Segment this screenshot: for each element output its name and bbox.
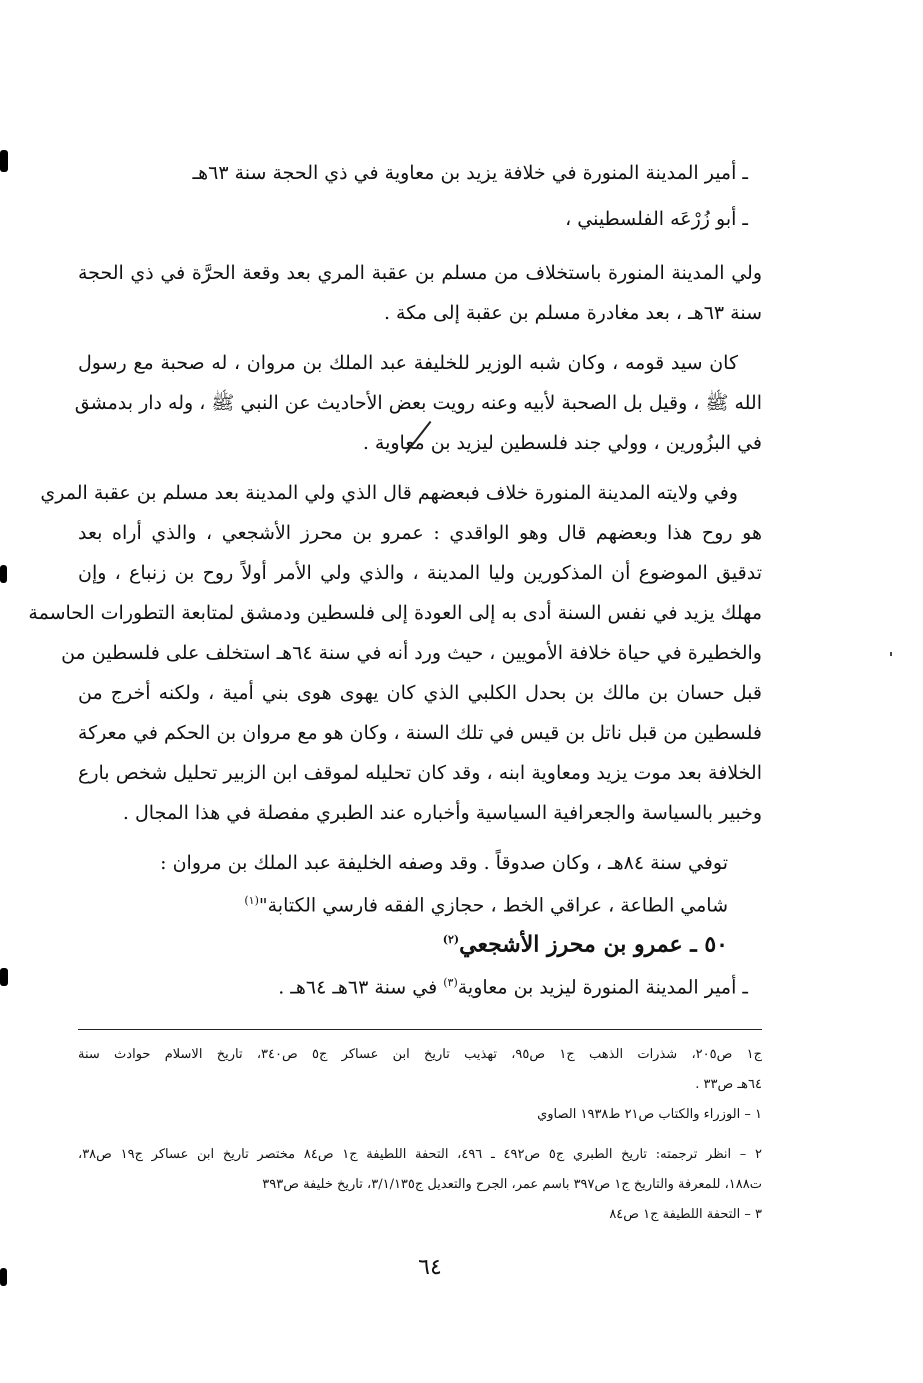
footnote-ref-2: (٢) xyxy=(442,933,460,946)
footnote-1: ١ – الوزراء والكتاب ص٢١ ط١٩٣٨ الصاوي xyxy=(537,1107,762,1122)
para3-line8: الخلافة بعد موت يزيد ومعاوية ابنه ، وقد كان تحليله لموقف ابن الزبير تحليل شخص بارع xyxy=(78,762,762,784)
footnote-continued-line2: ٦٤هـ ص٣٣ . xyxy=(695,1077,762,1092)
para2-line1: كان سيد قومه ، وكان شبه الوزير للخليفة عبد الملك بن مروان ، له صحبة مع رسول xyxy=(78,352,738,374)
footnote-ref-3: (٣) xyxy=(443,976,458,989)
para1-line1: ولي المدينة المنورة باستخلاف من مسلم بن عقبة المري بعد وقعة الحرَّة في ذي الحجة xyxy=(78,262,762,284)
entry-heading xyxy=(443,925,728,959)
line-appointment-2-text: ـ أمير المدينة المنورة ليزيد بن معاوية xyxy=(457,976,748,999)
para4-line2 xyxy=(244,886,728,920)
line-appointment-2 xyxy=(278,968,748,1002)
line-abu-zura: ـ أبو زُرْعَه الفلسطيني ، xyxy=(565,208,748,230)
footnote-2-line1: ٢ – انظر ترجمته: تاريخ الطبري ج٥ ص٤٩٢ ـ ٤٩٦، التحفة اللطيفة ج١ ص٨٤ مختصر تاريخ ابن عساكر ج١٩ ص٣٨، xyxy=(78,1147,762,1162)
line-appointment-2-tail: في سنة ٦٣هـ ٦٤هـ . xyxy=(278,976,444,999)
para3-line3: تدقيق الموضوع أن المذكورين وليا المدينة ، والذي ولي الأمر أولاً روح بن زنباع ، وإن xyxy=(78,562,763,584)
footnote-3: ٣ – التحفة اللطيفة ج١ ص٨٤ xyxy=(609,1207,762,1222)
para2-line2: الله ﷺ ، وقيل بل الصحبة لأبيه وعنه رويت بعض الأحاديث عن النبي ﷺ ، وله دار بدمشق xyxy=(74,392,762,414)
para2-line3: في البزُورين ، وولي جند فلسطين ليزيد بن معاوية . xyxy=(362,432,762,454)
page-number: ٦٤ xyxy=(418,1255,442,1280)
para3-line2: هو روح هذا وبعضهم قال وهو الواقدي : عمرو بن محرز الأشجعي ، والذي أراه بعد xyxy=(78,522,762,544)
para3-line6: قبل حسان بن مالك بن بحدل الكلبي الذي كان يهوى هوى بني أمية ، ولكنه أخرج من xyxy=(78,682,762,704)
para3-line5: والخطيرة في حياة خلافة الأمويين ، حيث ورد أنه في سنة ٦٤هـ استخلف على فلسطين من xyxy=(61,642,762,664)
para3-line4: مهلك يزيد في نفس السنة أدى به إلى العودة إلى فلسطين ودمشق لمتابعة التطورات الحاسمة xyxy=(28,602,762,624)
scan-dot-right xyxy=(890,652,892,656)
para3-line9: وخبير بالسياسة والجعرافية السياسية وأخباره عند الطبري مفصلة في هذا المجال . xyxy=(122,802,762,824)
footnote-continued-line1: ج١ ص٢٠٥، شذرات الذهب ج١ ص٩٥، تهذيب تاريخ ابن عساكر ج٥ ص٣٤٠، تاريخ الاسلام حوادث سنة xyxy=(78,1047,762,1062)
para3-line7: فلسطين من قبل ناتل بن قيس في تلك السنة ، وكان هو مع مروان بن الحكم في معركة xyxy=(77,722,762,744)
footnote-separator xyxy=(78,1029,762,1030)
scan-mark-top xyxy=(0,150,8,172)
para4-line1: توفي سنة ٨٤هـ ، وكان صدوقاً . وقد وصفه الخليفة عبد الملك بن مروان : xyxy=(160,852,728,874)
footnote-ref-1: (١) xyxy=(244,894,259,907)
footnote-2-line2: ت١٨٨، للمعرفة والتاريخ ج١ ص٣٩٧ باسم عمر، الجرح والتعديل ج٣/١/١٣٥، تاريخ خليفة ص٣٩٣ xyxy=(262,1177,762,1192)
scan-mark-mid xyxy=(0,565,7,583)
line-appointment-1: ـ أمير المدينة المنورة في خلافة يزيد بن معاوية في ذي الحجة سنة ٦٣هـ xyxy=(192,162,748,184)
scan-mark-bottom xyxy=(0,1268,7,1286)
para3-line1: وفي ولايته المدينة المنورة خلاف فبعضهم قال الذي ولي المدينة بعد مسلم بن عقبة المري xyxy=(40,482,738,504)
scan-mark-lower xyxy=(0,968,8,986)
para1-line2: سنة ٦٣هـ ، بعد مغادرة مسلم بن عقبة إلى مكة . xyxy=(383,302,762,324)
para4-line2-text: شامي الطاعة ، عراقي الخط ، حجازي الفقه فارسي الكتابة" xyxy=(258,894,728,917)
entry-heading-text: ٥٠ ـ عمرو بن محرز الأشجعي xyxy=(459,931,728,958)
